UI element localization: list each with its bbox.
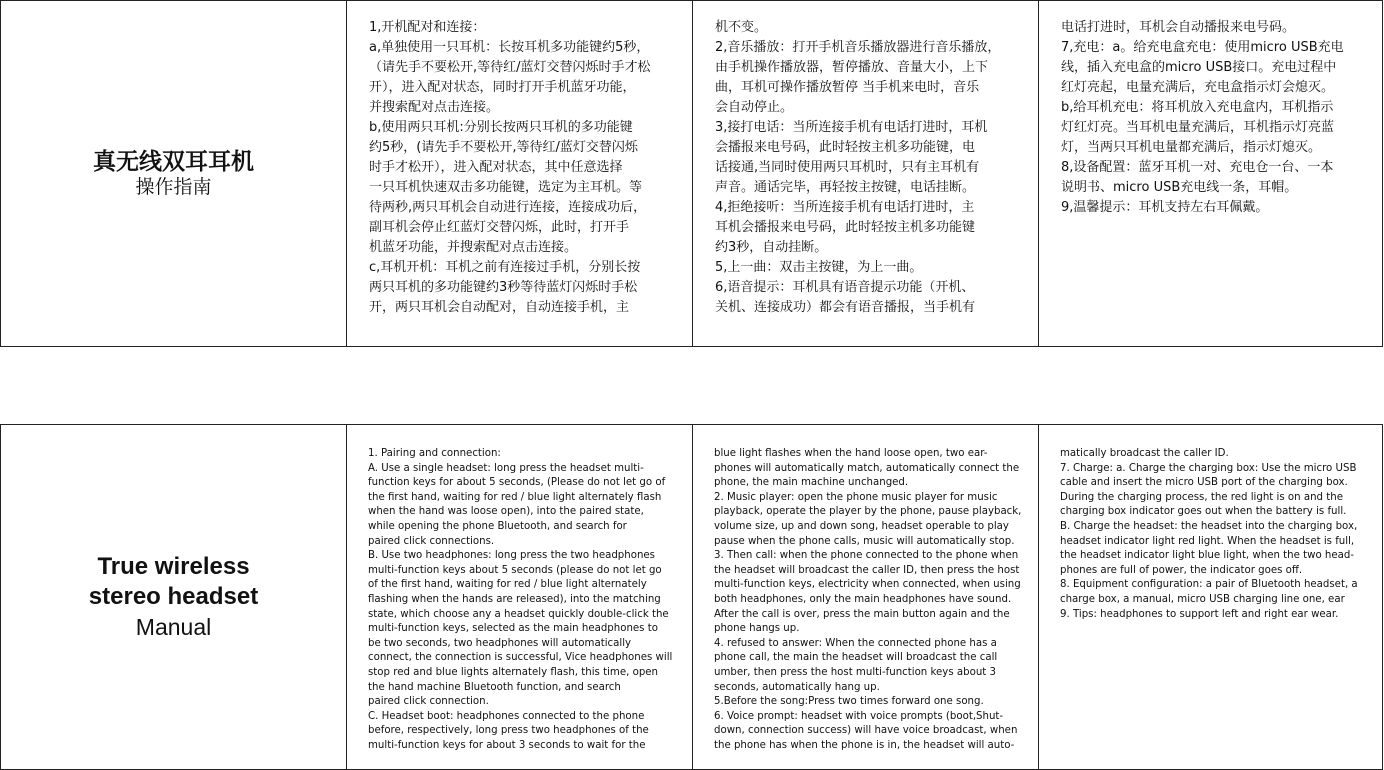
text-line: 4. refused to answer: When the connected phone has a [714,637,997,649]
text-line: flashing when the hands are released), into the matching [368,593,661,605]
text-line: 9. Tips: headphones to support left and right ear wear. [1060,608,1339,620]
text-line: the headset indicator light blue light, when the two head- [1060,550,1355,562]
text-line: （请先手不要松开,等待红/蓝灯交替闪烁时手才松 [369,60,651,75]
text-line: 曲，耳机可操作播放暂停 当手机来电时，音乐 [715,80,980,95]
cn-column-2 [693,1,1039,346]
text-line: multi-function keys for about 3 seconds to wait for the [368,739,646,751]
text-line: 2,音乐播放：打开手机音乐播放器进行音乐播放， [715,40,1001,55]
cn-column-1 [347,1,693,346]
text-line: 5,上一曲：双击主按键，为上一曲。 [715,260,923,275]
text-line: 7,充电：a。给充电盒充电：使用micro USB充电 [1061,40,1344,55]
text-line: 3. Then call: when the phone connected to the phone when [714,550,1019,562]
text-line: 说明书、micro USB充电线一条，耳帽。 [1061,180,1298,195]
en-column-3 [1039,425,1382,769]
text-line: 1,开机配对和连接： [369,20,486,35]
text-line: 6,语音提示：耳机具有语音提示功能（开机、 [715,280,975,295]
text-line: 一只耳机快速双击多功能键，选定为主耳机。等 [369,180,643,195]
cn-title-cell [1,1,347,346]
text-line: phone call, the main the headset will broadcast the call [714,652,998,664]
text-line: 2. Music player: open the phone music player for music [714,491,998,503]
text-line: state, which choose any a headset quickly double-click the [368,608,669,620]
en-subtitle: Manual [135,614,212,640]
text-line: 灯红灯亮。当耳机电量充满后，耳机指示灯亮蓝 [1061,120,1335,135]
text-line: B. Charge the headset: the headset into the charging box, [1060,520,1358,532]
text-line: down, connection success) will have voice broadcast, when [714,725,1018,737]
text-line: phone, the main machine unchanged. [714,477,909,489]
text-line: 约5秒，(请先手不要松开,等待红/蓝灯交替闪烁 [369,140,638,155]
text-line: 9,温馨提示：耳机支持左右耳佩戴。 [1061,200,1269,215]
cn-title: 真无线双耳耳机 [93,148,254,175]
text-line: while opening the phone Bluetooth, and search for [368,520,627,532]
text-line: 声音。通话完毕，再轻按主按键，电话挂断。 [715,180,976,195]
text-line: 灯，当两只耳机电量都充满后，指示灯熄灭。 [1061,140,1322,155]
text-line: the headset will broadcast the caller ID, then press the host [714,564,1020,576]
text-line: b,给耳机充电：将耳机放入充电盒内，耳机指示 [1061,100,1334,115]
text-line: phones will automatically match, automatically connect the [714,462,1020,474]
text-line: B. Use two headphones: long press the two headphones [368,550,655,562]
text-line: 副耳机会停止红蓝灯交替闪烁，此时，打开手 [369,220,630,235]
en-title-cell [1,425,347,769]
text-line: phone hangs up. [714,623,800,635]
text-line: pause when the phone calls, music will automatically stop. [714,535,1015,547]
text-line: 4,拒绝接听：当所连接手机有电话打进时，主 [715,200,975,215]
text-line: 7. Charge: a. Charge the charging box: Use the micro USB [1060,462,1357,474]
text-line: multi-function keys about 5 seconds (please do not let go [368,564,662,576]
text-line: cable and insert the micro USB port of the charging box. [1060,477,1348,489]
text-line: 时手才松开），进入配对状态，其中任意选择 [369,160,623,175]
text-line: 机蓝牙功能，并搜索配对点击连接。 [369,240,578,255]
text-line: blue light flashes when the hand loose open, two ear- [714,448,988,459]
en-column-2 [693,425,1039,769]
en-title-line-1: True wireless [97,553,250,580]
text-line: 会自动停止。 [715,100,794,115]
text-line: phones are full of power, the indicator goes off. [1060,564,1303,576]
text-line: 开），进入配对状态，同时打开手机蓝牙功能， [369,80,636,95]
text-line: 5.Before the song:Press two times forward one song. [714,696,984,708]
text-line: the first hand, waiting for red / blue light alternately flash [368,491,662,503]
text-line: a,单独使用一只耳机：长按耳机多功能键约5秒， [369,40,650,55]
cn-subtitle: 操作指南 [135,175,212,198]
text-line: After the call is over, press the main button again and the [714,608,1010,620]
text-line: seconds, automatically hang up. [714,681,880,693]
text-line: playback, operate the player by the phone, pause playback, [714,506,1022,518]
text-line: before, respectively, long press two headphones of the [368,725,649,737]
text-line: 关机、连接成功）都会有语音播报，当手机有 [715,300,976,315]
text-line: 由手机操作播放器，暂停播放、音量大小，上下 [715,60,989,75]
text-line: of the first hand, waiting for red / blue light alternately [368,579,647,591]
text-line: 开，两只耳机会自动配对，自动连接手机，主 [369,300,630,315]
text-line: matically broadcast the caller ID. [1060,448,1229,459]
text-line: charge box, a manual, micro USB charging line one, ear [1060,593,1345,605]
text-line: connect, the connection is successful, Vice headphones will [368,652,673,664]
text-line: 8. Equipment configuration: a pair of Bluetooth headset, a [1060,579,1358,591]
text-line: 红灯亮起，电量充满后，充电盒指示灯会熄灭。 [1061,80,1335,95]
text-line: umber, then press the host multi-function keys about 3 [714,666,996,678]
text-line: During the charging process, the red light is on and the [1060,491,1343,503]
text-line: volume size, up and down song, headset operable to play [714,520,1009,532]
text-line: 并搜索配对点击连接。 [369,100,500,115]
text-line: C. Headset boot: headphones connected to the phone [368,710,645,722]
text-line: 6. Voice prompt: headset with voice prompts (boot,Shut- [714,710,1004,722]
en-column-1 [347,425,693,769]
text-line: 会播报来电号码，此时轻按主机多功能键，电 [715,140,976,155]
cn-column-3 [1039,1,1382,346]
text-line: 3,接打电话：当所连接手机有电话打进时，耳机 [715,120,988,135]
text-line: 约3秒，自动挂断。 [715,240,828,255]
text-line: both headphones, only the main headphones have sound. [714,593,1012,605]
text-line: A. Use a single headset: long press the headset multi- [368,462,644,474]
text-line: multi-function keys, selected as the main headphones to [368,623,658,635]
text-line: multi-function keys, electricity when connected, when using [714,579,1021,591]
text-line: 两只耳机的多功能键约3秒等待蓝灯闪烁时手松 [369,280,638,295]
text-line: headset indicator light red light. When the headset is full, [1060,535,1355,547]
text-line: when the hand was loose open), into the paired state, [368,506,644,518]
text-line: function keys for about 5 seconds, (Please do not let go of [368,477,666,489]
text-line: charging box indicator goes out when the battery is full. [1060,506,1347,518]
english-manual-panel [0,424,1383,770]
text-line: 线，插入充电盒的micro USB接口。充电过程中 [1061,60,1337,75]
chinese-manual-panel [0,0,1383,347]
text-line: paired click connection. [368,696,489,708]
text-line: 1. Pairing and connection: [368,448,501,459]
text-line: 机不变。 [715,20,768,35]
text-line: 8,设备配置：蓝牙耳机一对、充电仓一台、一本 [1061,160,1334,175]
en-title-line-2: stereo headset [88,583,259,610]
text-line: 耳机会播报来电号码，此时轻按主机多功能键 [715,220,976,235]
text-line: 话接通,当同时使用两只耳机时，只有主耳机有 [715,160,980,175]
text-line: the phone has when the phone is in, the headset will auto- [714,739,1015,751]
text-line: b,使用两只耳机:分别长按两只耳机的多功能键 [369,120,633,135]
text-line: be two seconds, two headphones will automatically [368,637,632,649]
text-line: c,耳机开机：耳机之前有连接过手机，分别长按 [369,260,641,275]
text-line: 待两秒,两只耳机会自动进行连接，连接成功后， [369,200,647,215]
text-line: the hand machine Bluetooth function, and search [368,681,621,693]
text-line: paired click connections. [368,535,495,547]
text-line: stop red and blue lights alternately flash, this time, open [368,666,659,678]
text-line: 电话打进时，耳机会自动播报来电号码。 [1061,20,1296,35]
